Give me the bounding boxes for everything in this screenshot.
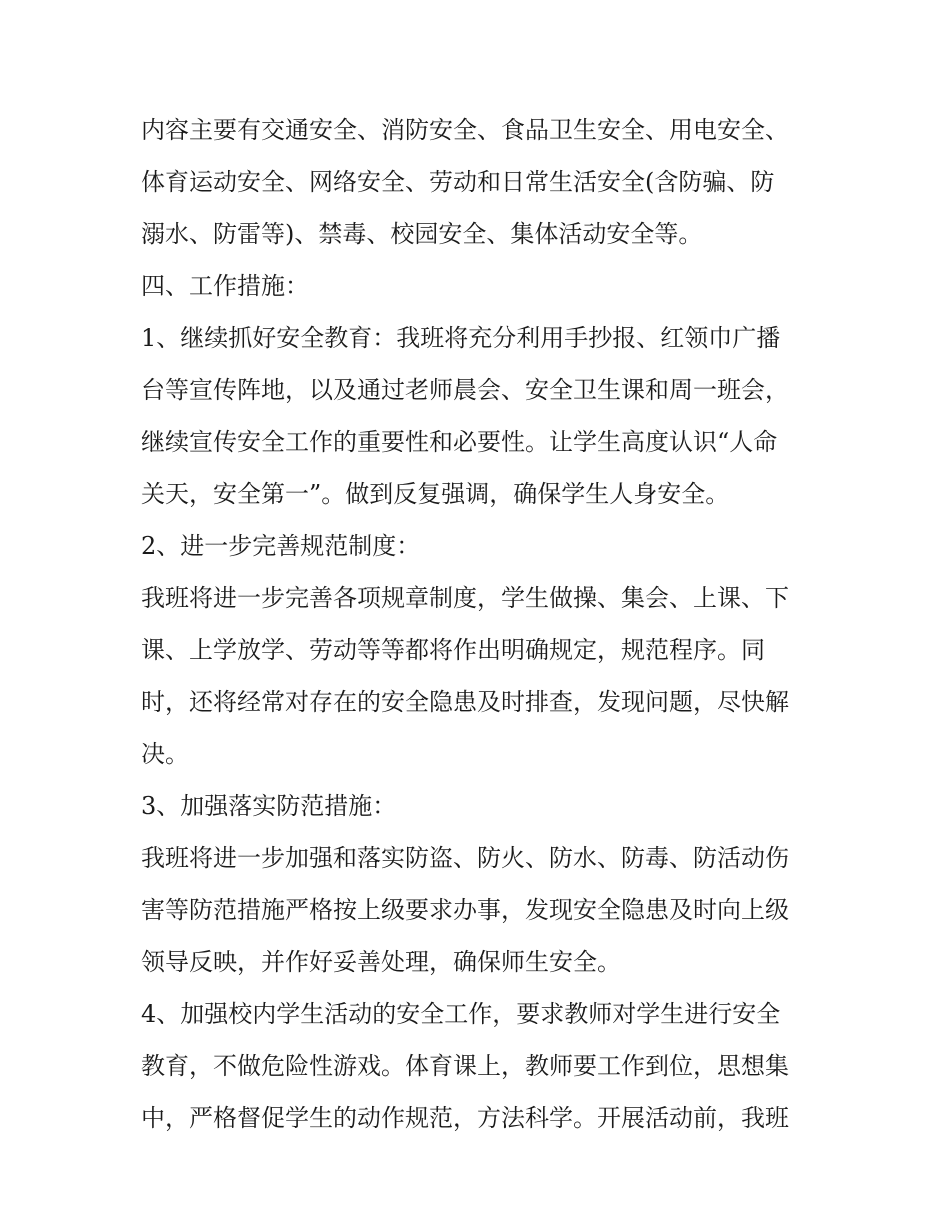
section-heading: 四、工作措施： [141,272,309,300]
text-line: 关天，安全第一”。做到反复强调，确保学生人身安全。 [141,480,730,508]
text-line: 时，还将经常对存在的安全隐患及时排查，发现问题，尽快解 [141,688,789,716]
text-line: 继续宣传安全工作的重要性和必要性。让学生高度认识“人命 [141,428,778,456]
text-line: 害等防范措施严格按上级要求办事，发现安全隐患及时向上级 [141,896,789,924]
text-line: 体育运动安全、网络安全、劳动和日常生活安全(含防骗、防 [141,168,775,196]
text-line: 领导反映，并作好妥善处理，确保师生安全。 [141,948,621,976]
text-line: 课、上学放学、劳动等等都将作出明确规定，规范程序。同 [141,636,765,664]
text-line: 我班将进一步完善各项规章制度，学生做操、集会、上课、下 [141,584,789,612]
text-line: 1、继续抓好安全教育：我班将充分利用手抄报、红领巾广播 [141,324,781,352]
text-line: 我班将进一步加强和落实防盗、防火、防水、防毒、防活动伤 [141,844,789,872]
subsection-heading: 2、进一步完善规范制度： [141,532,421,560]
text-line: 决。 [141,740,189,768]
text-line: 溺水、防雷等)、禁毒、校园安全、集体活动安全等。 [141,220,703,248]
text-line: 台等宣传阵地，以及通过老师晨会、安全卫生课和周一班会， [141,376,789,404]
text-line: 教育，不做危险性游戏。体育课上，教师要工作到位，思想集 [141,1052,789,1080]
text-line: 中，严格督促学生的动作规范，方法科学。开展活动前，我班 [141,1104,789,1132]
text-line: 内容主要有交通安全、消防安全、食品卫生安全、用电安全、 [141,116,789,144]
subsection-heading: 3、加强落实防范措施： [141,792,397,820]
text-line: 4、加强校内学生活动的安全工作，要求教师对学生进行安全 [141,1000,781,1028]
